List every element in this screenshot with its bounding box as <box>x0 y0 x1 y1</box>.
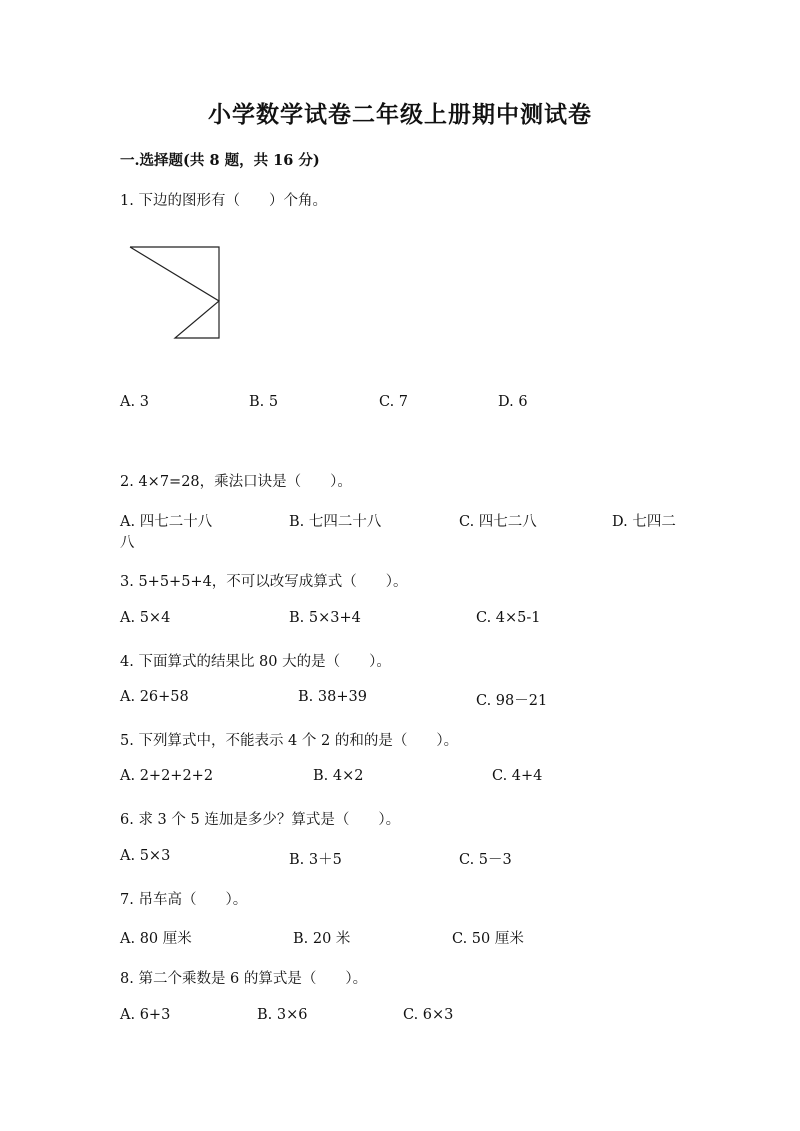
question-6-stem: 6. 求 3 个 5 连加是多少？算式是（ ）。 <box>120 812 401 828</box>
q3-option-c[interactable]: C. 4×5-1 <box>476 610 541 626</box>
q2-option-d[interactable]: D. 七四二 <box>612 514 676 530</box>
q7-option-b[interactable]: B. 20 米 <box>293 931 351 947</box>
q2-option-a[interactable]: A. 四七二十八 <box>120 514 213 530</box>
q5-option-c[interactable]: C. 4+4 <box>492 768 543 784</box>
q7-option-c[interactable]: C. 50 厘米 <box>452 931 524 947</box>
question-4-stem: 4. 下面算式的结果比 80 大的是（ ）。 <box>120 654 391 670</box>
q8-option-c[interactable]: C. 6×3 <box>403 1007 454 1023</box>
q2-option-d-wrap: 八 <box>120 535 135 551</box>
q8-option-b[interactable]: B. 3×6 <box>257 1007 308 1023</box>
q5-option-b[interactable]: B. 4×2 <box>313 768 364 784</box>
q4-option-c[interactable]: C. 98－21 <box>476 693 548 709</box>
angle-figure <box>128 245 228 345</box>
q6-option-c[interactable]: C. 5－3 <box>459 852 512 868</box>
page-title: 小学数学试卷二年级上册期中测试卷 <box>208 101 592 128</box>
question-8-stem: 8. 第二个乘数是 6 的算式是（ ）。 <box>120 971 368 987</box>
section-heading: 一.选择题(共 8 题，共 16 分) <box>120 152 320 169</box>
figure-outline <box>130 247 219 338</box>
q1-option-d[interactable]: D. 6 <box>498 394 528 410</box>
question-2-stem: 2. 4×7=28，乘法口诀是（ ）。 <box>120 474 352 490</box>
q5-option-a[interactable]: A. 2+2+2+2 <box>120 768 214 784</box>
q3-option-a[interactable]: A. 5×4 <box>120 610 171 626</box>
q7-option-a[interactable]: A. 80 厘米 <box>120 931 192 947</box>
question-5-stem: 5. 下列算式中，不能表示 4 个 2 的和的是（ ）。 <box>120 733 459 749</box>
q2-option-c[interactable]: C. 四七二八 <box>459 514 537 530</box>
q4-option-a[interactable]: A. 26+58 <box>120 689 189 705</box>
q2-option-b[interactable]: B. 七四二十八 <box>289 514 382 530</box>
q3-option-b[interactable]: B. 5×3+4 <box>289 610 361 626</box>
q1-option-a[interactable]: A. 3 <box>120 394 149 410</box>
q6-option-b[interactable]: B. 3＋5 <box>289 852 342 868</box>
q8-option-a[interactable]: A. 6+3 <box>120 1007 171 1023</box>
q4-option-b[interactable]: B. 38+39 <box>298 689 367 705</box>
question-3-stem: 3. 5+5+5+4，不可以改写成算式（ ）。 <box>120 574 408 590</box>
q1-option-c[interactable]: C. 7 <box>379 394 409 410</box>
q1-option-b[interactable]: B. 5 <box>249 394 279 410</box>
question-1-stem: 1. 下边的图形有（ ）个角。 <box>120 193 327 209</box>
question-7-stem: 7. 吊车高（ ）。 <box>120 892 248 908</box>
q6-option-a[interactable]: A. 5×3 <box>120 848 171 864</box>
